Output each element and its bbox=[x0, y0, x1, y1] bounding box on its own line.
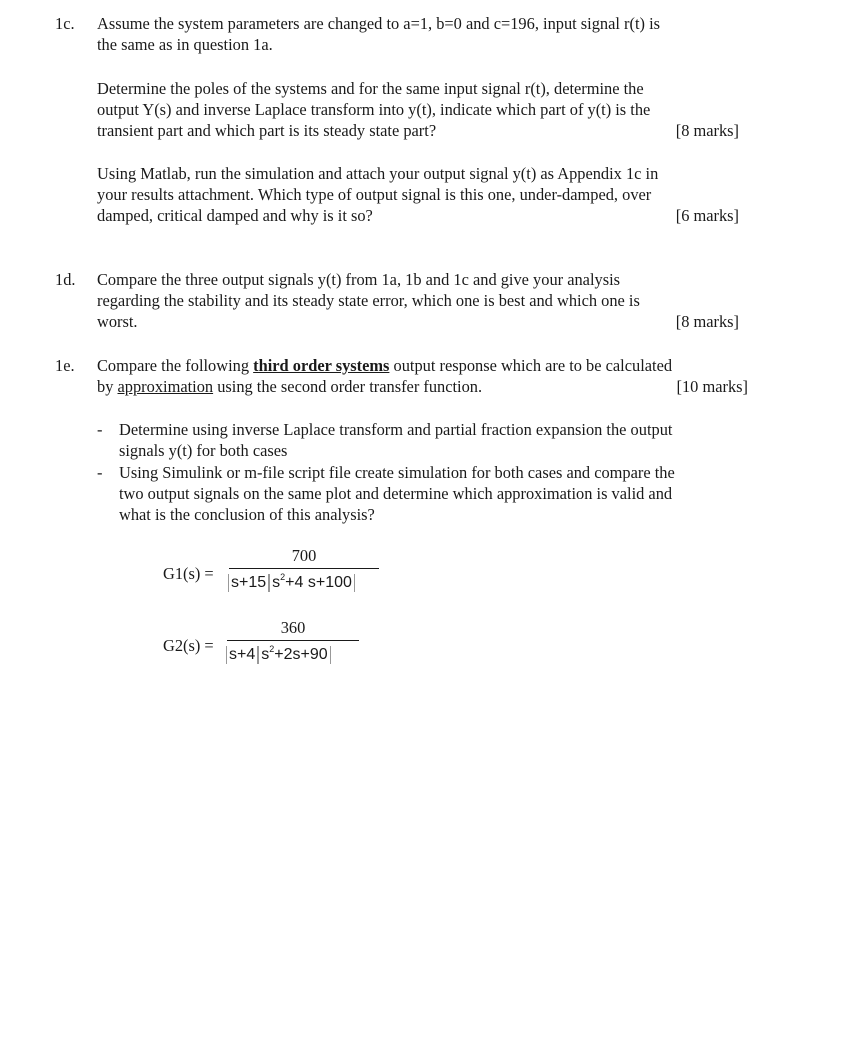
question-number: 1e. bbox=[55, 356, 75, 375]
question-number: 1c. bbox=[55, 14, 75, 33]
emphasis-approximation: approximation bbox=[117, 377, 214, 396]
marks-label: [10 marks] bbox=[676, 377, 748, 396]
fraction-bar bbox=[229, 568, 379, 569]
bullet-dash: - bbox=[97, 463, 103, 482]
emphasis-third-order: third order systems bbox=[253, 356, 390, 375]
marks-label: [6 marks] bbox=[675, 206, 739, 225]
denominator: s+4 $s^2+2s+90$ bbox=[226, 644, 331, 665]
denominator: s+15 $s^2+4$ s+100 bbox=[228, 572, 355, 593]
q1c-intro: Assume the system parameters are changed to a=1, b=0 and c=196, input signal r(t) is the same as in question 1a. bbox=[97, 14, 661, 54]
q1d-text: Compare the three output signals y(t) from 1a, 1b and 1c and give your analysis regarding the stability and its steady state error, which one is best and which one is worst. [8 marks] bbox=[97, 270, 739, 331]
numerator: 700 bbox=[291, 546, 317, 565]
q1c-matlab-task: Using Matlab, run the simulation and attach your output signal y(t) as Appendix 1c in your results attachment. Which type of output signal is this one, under-damped, over damped, critical damped and why is it so? [6 marks] bbox=[97, 164, 739, 225]
equation-g2: G2(s) = 360 s+4 $s^2+2s+90$ bbox=[163, 616, 393, 668]
equation-g1: G1(s) = 700 s+15 $s^2+4$ s+100 bbox=[163, 544, 393, 596]
q1e-text: Compare the following third order systems output response which are to be calculated by approximation using the second order transfer function. [10 marks] bbox=[97, 356, 748, 396]
bullet-dash: - bbox=[97, 420, 103, 439]
question-number: 1d. bbox=[55, 270, 76, 289]
q1c-poles-task: Determine the poles of the systems and for the same input signal r(t), determine the output Y(s) and inverse Laplace transform into y(t), indicate which part of y(t) is the transient part and which part is its steady state part? [8 marks] bbox=[97, 79, 739, 140]
marks-label: [8 marks] bbox=[675, 312, 739, 331]
numerator: 360 bbox=[280, 618, 306, 637]
fraction-bar bbox=[227, 640, 359, 641]
marks-label: [8 marks] bbox=[675, 121, 739, 140]
